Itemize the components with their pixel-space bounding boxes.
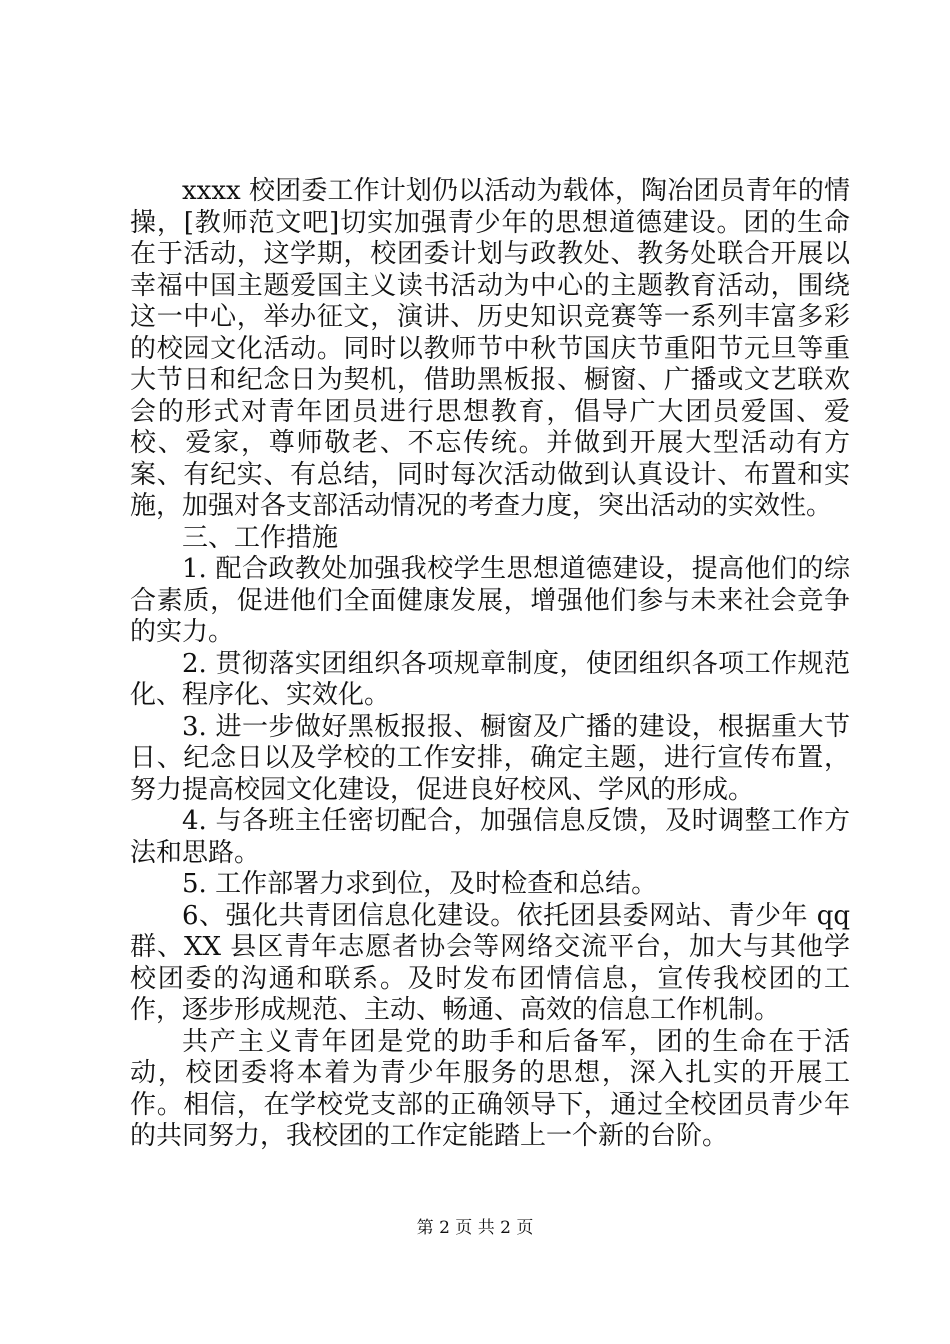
paragraph-conclusion: 共产主义青年团是党的助手和后备军，团的生命在于活动，校团委将本着为青少年服务的思想，深入扎实的开展工作。相信，在学校党支部的正确领导下，通过全校团员青少年的共同努力，我校团的工作定能踏上一个新的台阶。 [130, 1026, 850, 1151]
measure-item-1: 1. 配合政教处加强我校学生思想道德建设，提高他们的综合素质，促进他们全面健康发展，增强他们参与未来社会竞争的实力。 [130, 554, 850, 647]
measure-item-3: 3. 进一步做好黑板报报、橱窗及广播的建设，根据重大节日、纪念日以及学校的工作安排，确定主题，进行宣传布置，努力提高校园文化建设，促进良好校风、学风的形成。 [130, 711, 850, 805]
measure-item-4: 4. 与各班主任密切配合，加强信息反馈，及时调整工作方法和思路。 [130, 806, 850, 868]
section-heading-measures: 三、工作措施 [182, 522, 339, 553]
measure-item-6: 6、强化共青团信息化建设。依托团县委网站、青少年 qq 群、XX 县区青年志愿者协会等网络交流平台，加大与其他学校团委的沟通和联系。及时发布团情信息，宣传我校团的工作，逐步形成规范、主动、畅通、高效的信息工作机制。 [130, 900, 850, 1025]
page-footer: 第 2 页 共 2 页 [416, 1218, 534, 1238]
paragraph-intro: xxxx 校团委工作计划仍以活动为载体，陶冶团员青年的情操，[教师范文吧]切实加强青少年的思想道德建设。团的生命在于活动，这学期，校团委计划与政教处、教务处联合开展以幸福中国主题爱国主义读书活动为中心的主题教育活动，围绕这一中心，举办征文，演讲、历史知识竞赛等一系列丰富多彩的校园文化活动。同时以教师节中秋节国庆节重阳节元旦等重大节日和纪念日为契机，借助黑板报、橱窗、广播或文艺联欢会的形式对青年团员进行思想教育，倡导广大团员爱国、爱校、爱家，尊师敬老、不忘传统。并做到开展大型活动有方案、有纪实、有总结，同时每次活动做到认真设计、布置和实施，加强对各支部活动情况的考查力度，突出活动的实效性。 [130, 176, 850, 521]
document-body [130, 176, 850, 1153]
measure-item-2: 2. 贯彻落实团组织各项规章制度，使团组织各项工作规范化、程序化、实效化。 [130, 648, 850, 710]
measure-item-5: 5. 工作部署力求到位，及时检查和总结。 [182, 869, 658, 899]
